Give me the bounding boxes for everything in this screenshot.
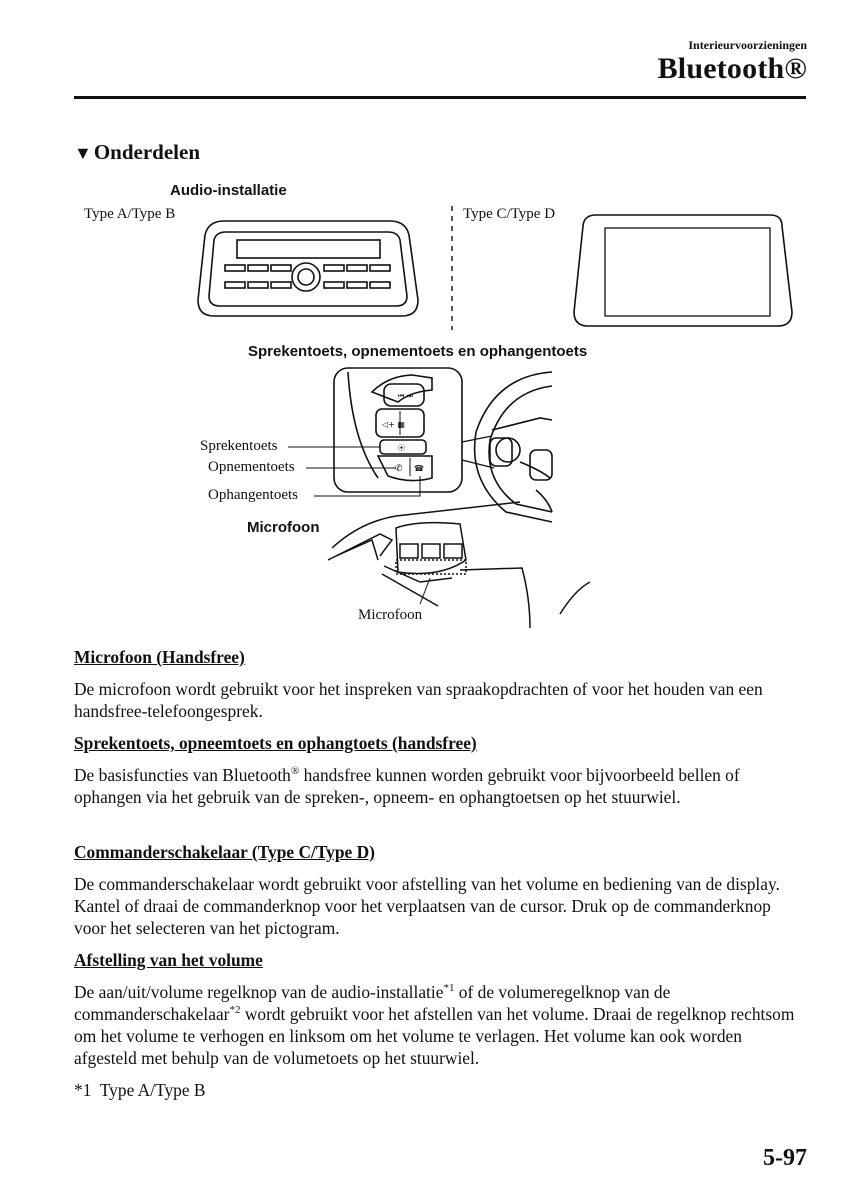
triangle-marker-icon: ▼ xyxy=(74,143,92,163)
footnote-ref-2: *2 xyxy=(229,1004,241,1017)
subhead-toetsen: Sprekentoets, opneemtoets en ophangtoets (handsfree) xyxy=(74,733,477,753)
subhead-volume: Afstelling van het volume xyxy=(74,950,263,970)
svg-text:✆: ✆ xyxy=(395,464,403,474)
microphone-callout: Microfoon xyxy=(358,607,423,623)
paragraph-volume-part-b: of de volumeregelknop van de commanderschakelaar xyxy=(74,982,671,1024)
microphone-label: Microfoon xyxy=(247,519,320,536)
paragraph-volume-part-c: wordt gebruikt voor het afstellen van het volume. Draai de regelknop rechtsom om het volume te verhogen en linksom om het volume te verlagen. Het volume kan ook worden afgesteld met behulp van de volumetoets op het stuurwiel. xyxy=(74,1004,795,1068)
steering-wheel-illustration xyxy=(475,372,552,522)
callout-spreken: Sprekentoets xyxy=(200,438,278,454)
page-number: 5-97 xyxy=(763,1145,807,1171)
section-heading-text: Onderdelen xyxy=(93,140,200,164)
paragraph-toetsen-part-b: handsfree kunnen worden gebruikt voor bijvoorbeeld bellen of ophangen via het gebruik van de spreken-, opneem- en ophangtoetsen op het stuurwiel. xyxy=(74,765,740,807)
svg-text:⦿: ⦿ xyxy=(398,444,405,452)
svg-text:⏮ ⏭: ⏮ ⏭ xyxy=(398,392,413,400)
type-ab-label: Type A/Type B xyxy=(84,206,176,222)
subhead-commanderschakelaar: Commanderschakelaar (Type C/Type D) xyxy=(74,842,375,862)
audio-installation-label: Audio-installatie xyxy=(170,182,287,199)
page-title: Bluetooth® xyxy=(657,52,807,85)
section-name: Interieurvoorzieningen xyxy=(688,38,807,52)
paragraph-microfoon: De microfoon wordt gebruikt voor het inspreken van spraakopdrachten of voor het houden van een handsfree-telefoongesprek. xyxy=(74,679,763,721)
subhead-microfoon: Microfoon (Handsfree) xyxy=(74,647,245,667)
switch-label: Sprekentoets, opnementoets en ophangentoets xyxy=(248,343,588,360)
type-cd-label: Type C/Type D xyxy=(463,206,556,222)
audio-unit-type-ab-illustration xyxy=(198,221,418,316)
footnote: *1 Type A/Type B xyxy=(74,1080,206,1100)
paragraph-toetsen xyxy=(74,764,806,808)
display-type-cd-illustration xyxy=(574,215,792,326)
paragraph-commanderschakelaar: De commanderschakelaar wordt gebruikt voor afstelling van het volume en bediening van de display. Kantel of draai de commanderknop voor het verplaatsen van de cursor. Druk op de commanderknop voor het selecteren van het pictogram. xyxy=(74,874,780,938)
paragraph-toetsen-part-a: De basisfuncties van Bluetooth xyxy=(74,765,291,785)
svg-text:☎: ☎ xyxy=(414,464,424,473)
callout-ophangen: Ophangentoets xyxy=(208,487,298,503)
footnote-ref-1: *1 xyxy=(443,982,455,995)
paragraph-volume xyxy=(74,981,806,1069)
paragraph-volume-part-a: De aan/uit/volume regelknop van de audio-installatie xyxy=(74,982,444,1002)
registered-mark: ® xyxy=(290,765,300,778)
svg-text:◁+ ▦: ◁+ ▦ xyxy=(382,420,405,429)
callout-opnemen: Opnementoets xyxy=(208,459,295,475)
steering-switch-illustration xyxy=(334,368,494,492)
